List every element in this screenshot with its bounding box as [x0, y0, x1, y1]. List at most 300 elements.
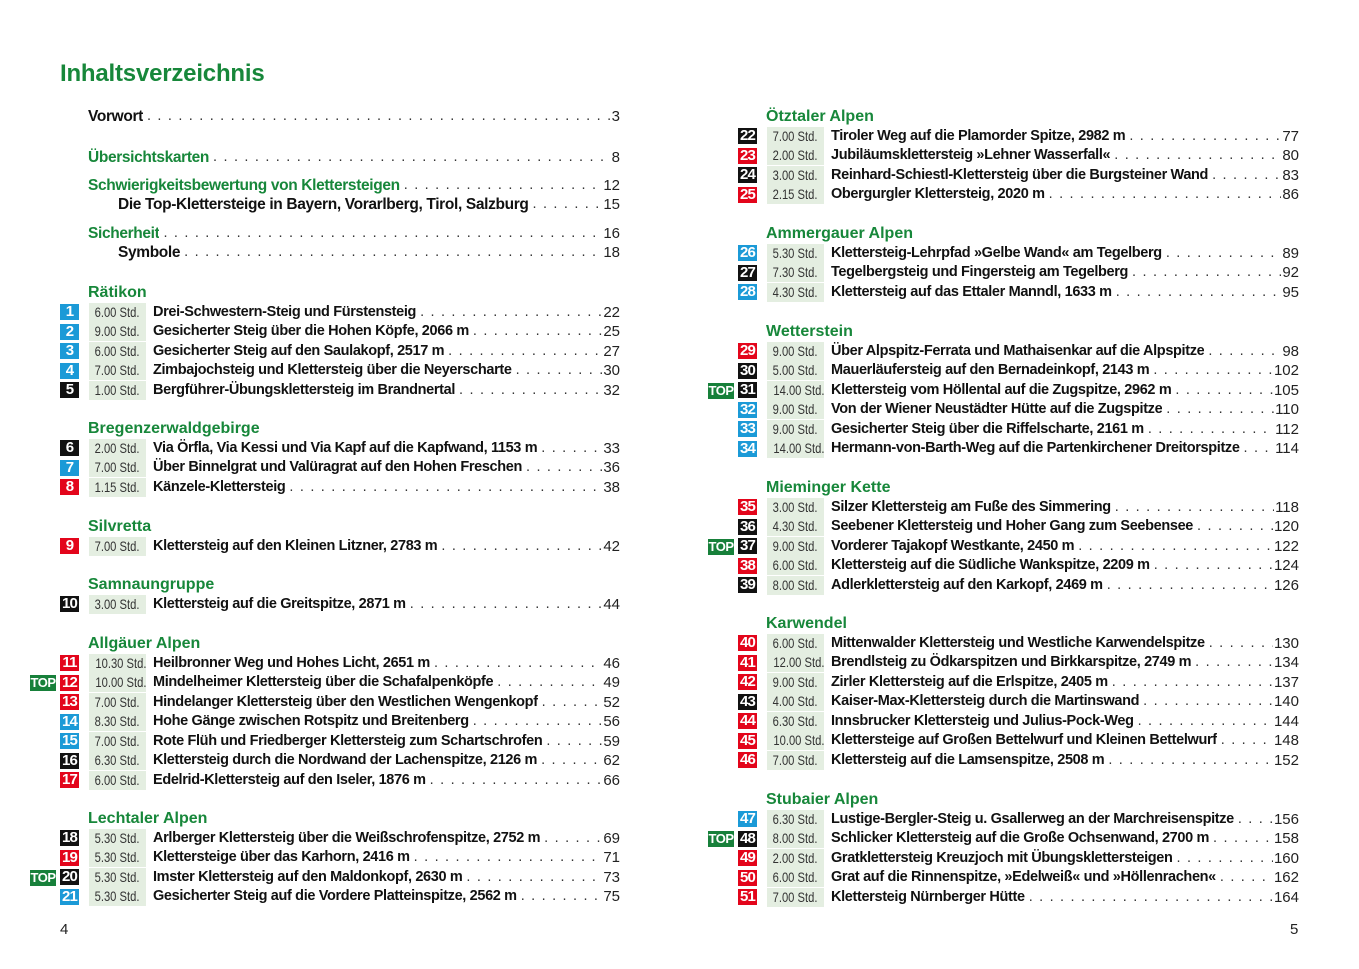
top-badge: TOP	[708, 831, 734, 846]
top-badge: TOP	[708, 382, 734, 398]
entry-title[interactable]: Gratklettersteig Kreuzjoch mit Übungsklettersteigen	[831, 849, 1173, 866]
duration-box	[767, 537, 824, 556]
page-number: 77	[1282, 127, 1299, 145]
dot-leader	[1209, 829, 1273, 849]
duration-box	[767, 556, 824, 575]
toc-entry[interactable]	[60, 751, 620, 771]
entry-title[interactable]: Gesicherter Steig auf die Vordere Platteinspitze, 2562 m	[153, 888, 517, 904]
page-number: 49	[603, 674, 620, 691]
section-heading: Silvretta	[88, 518, 152, 535]
duration-box	[767, 849, 824, 868]
page-number: 118	[1275, 498, 1299, 516]
entry-title[interactable]: Grat auf die Rinnenspitze, »Edelweiß« und »Höllenrachen«	[831, 869, 1216, 885]
duration-box	[89, 322, 146, 341]
toc-entry[interactable]	[60, 771, 620, 791]
entry-title[interactable]: Vorwort	[88, 108, 143, 125]
entry-title[interactable]: Gesicherter Steig über die Riffelscharte, 2161 m	[831, 420, 1144, 437]
page-number: 18	[603, 244, 620, 261]
dot-leader	[430, 654, 602, 674]
entry-title[interactable]: Zirler Klettersteig auf die Erlspitze, 2405 m	[831, 673, 1108, 690]
route-number-badge: 7	[60, 460, 79, 476]
page-number: 120	[1273, 518, 1299, 535]
toc-entry[interactable]	[60, 654, 620, 674]
route-number-badge: 19	[61, 848, 78, 866]
page-number: 71	[603, 849, 620, 866]
route-number-badge: 3	[60, 343, 79, 359]
page-number: 102	[1273, 362, 1299, 379]
page-number: 75	[603, 888, 620, 905]
toc-entry[interactable]	[60, 732, 620, 752]
route-number-badge: 21	[61, 887, 78, 905]
toc-section	[60, 575, 620, 614]
dot-leader	[1104, 751, 1273, 771]
duration-text: 8.30 Std.	[95, 713, 140, 730]
toc-entry[interactable]	[738, 283, 1299, 303]
entry-title[interactable]: Gesicherter Steig über die Hohen Köpfe, 2066 m	[153, 323, 469, 339]
toc-entry[interactable]	[738, 751, 1299, 771]
page-number: 69	[603, 829, 620, 847]
dot-leader	[400, 176, 603, 196]
dot-leader	[542, 732, 602, 752]
entry-title[interactable]: Klettersteige auf Großen Bettelwurf und Kleinen Bettelwurf	[831, 732, 1217, 748]
entry-title[interactable]: Übersichtskarten	[88, 149, 210, 166]
dot-leader	[1216, 868, 1273, 888]
duration-text: 7.00 Std.	[95, 693, 140, 710]
duration-text: 6.30 Std.	[773, 810, 818, 827]
entry-title[interactable]: Zimbajochsteig und Klettersteig über die Neyerscharte	[153, 362, 512, 378]
duration-text: 6.00 Std.	[773, 557, 818, 574]
duration-text: 3.00 Std.	[773, 166, 818, 183]
route-number-badge: 16	[61, 751, 78, 769]
dot-leader	[1149, 361, 1273, 381]
route-number-badge: 33	[739, 420, 756, 438]
entry-title[interactable]: Klettersteig-Lehrpfad »Gelbe Wand« am Tegelberg	[831, 244, 1162, 261]
toc-entry[interactable]	[738, 849, 1299, 869]
duration-text: 10.00 Std.	[95, 674, 147, 691]
duration-box	[89, 303, 146, 322]
top-badge: TOP	[708, 538, 734, 554]
toc-entry[interactable]	[738, 146, 1299, 166]
toc-entry[interactable]	[738, 712, 1299, 732]
duration-text: 6.30 Std.	[773, 712, 818, 729]
route-number-badge: 2	[60, 324, 79, 340]
duration-text: 6.00 Std.	[773, 869, 818, 886]
toc-section	[738, 614, 1299, 770]
page-number: 158	[1273, 830, 1299, 847]
duration-text: 9.00 Std.	[773, 537, 818, 554]
toc-entry[interactable]	[60, 595, 620, 615]
route-number-badge: 40	[739, 634, 756, 652]
entry-title[interactable]: Klettersteig Nürnberger Hütte	[831, 888, 1025, 905]
toc-entry[interactable]	[60, 342, 620, 362]
duration-box	[767, 634, 824, 653]
toc-entry[interactable]	[60, 322, 620, 342]
dot-leader	[538, 693, 603, 713]
toc-entry[interactable]	[738, 810, 1299, 830]
toc-entry[interactable]	[738, 263, 1299, 283]
page-number: 12	[603, 177, 620, 194]
section-heading: Ammergauer Alpen	[766, 225, 913, 242]
section-heading: Lechtaler Alpen	[88, 810, 208, 827]
route-number-badge: 32	[739, 400, 756, 418]
toc-entry[interactable]	[60, 537, 620, 557]
entry-title[interactable]: Klettersteige über das Karhorn, 2416 m	[153, 849, 410, 865]
route-number-badge: 35	[739, 498, 756, 516]
duration-box	[767, 751, 824, 770]
section-heading: Mieminger Kette	[766, 479, 891, 496]
route-number-badge: 9	[60, 538, 79, 554]
dot-leader	[1208, 166, 1281, 186]
dot-leader	[1045, 185, 1282, 205]
duration-text: 4.30 Std.	[773, 283, 818, 300]
duration-text: 6.30 Std.	[95, 752, 140, 769]
entry-title[interactable]: Drei-Schwestern-Steig und Fürstensteig	[153, 303, 417, 320]
entry-title[interactable]: Symbole	[118, 244, 181, 261]
entry-title[interactable]: Sicherheit	[88, 225, 160, 242]
toc-entry[interactable]	[738, 361, 1299, 381]
route-number-badge: 18	[61, 829, 78, 847]
route-number-badge: 8	[60, 479, 79, 495]
toc-section	[708, 478, 1299, 595]
duration-box	[89, 537, 146, 556]
route-number-badge: 50	[739, 868, 756, 886]
dot-leader	[1205, 634, 1273, 654]
toc-entry[interactable]	[738, 244, 1299, 264]
entry-title[interactable]: Kaiser-Max-Klettersteig durch die Martinswand	[831, 693, 1140, 709]
duration-text: 5.30 Std.	[95, 868, 140, 885]
dot-leader	[1134, 712, 1273, 732]
route-number-badge: 43	[739, 692, 756, 710]
toc-entry[interactable]	[708, 381, 1299, 401]
page-number: 134	[1273, 654, 1299, 671]
entry-title[interactable]: Mauerläufersteig auf den Bernadeinkopf, 2143 m	[831, 362, 1150, 378]
entry-title[interactable]: Bergführer-Übungsklettersteig im Brandnertal	[153, 381, 456, 398]
toc-entry[interactable]	[738, 673, 1299, 693]
dot-leader	[1110, 146, 1281, 166]
page-number: 15	[603, 196, 620, 213]
dot-leader	[1139, 692, 1273, 712]
toc-entry[interactable]	[88, 107, 620, 127]
entry-title[interactable]: Heilbronner Weg und Hohes Licht, 2651 m	[153, 654, 430, 671]
page-number: 33	[603, 439, 620, 457]
entry-title[interactable]: Silzer Klettersteig am Fuße des Simmering	[831, 498, 1111, 515]
route-number-badge: 11	[60, 655, 79, 671]
section-heading: Rätikon	[88, 284, 147, 301]
toc-entry[interactable]	[60, 478, 620, 498]
duration-text: 9.00 Std.	[773, 401, 818, 418]
page-number-right: 5	[1290, 921, 1299, 938]
page-title: Inhaltsverzeichnis	[60, 60, 265, 87]
entry-title[interactable]: Mittenwalder Klettersteig und Westliche Karwendelspitze	[831, 634, 1205, 651]
page-number: 8	[611, 149, 620, 166]
page-number: 27	[603, 342, 620, 360]
entry-title[interactable]: Schlicker Klettersteig auf die Große Ochsenwand, 2700 m	[831, 830, 1210, 846]
entry-title[interactable]: Tegelbergsteig und Fingersteig am Tegelberg	[831, 264, 1129, 280]
toc-section	[60, 517, 620, 556]
dot-leader	[1074, 537, 1273, 557]
entry-title[interactable]: Imster Klettersteig auf den Maldonkopf, 2630 m	[153, 868, 463, 885]
duration-text: 7.00 Std.	[95, 732, 140, 749]
toc-entry[interactable]	[738, 888, 1299, 908]
entry-title[interactable]: Klettersteig auf die Lamsenspitze, 2508 m	[831, 751, 1105, 768]
toc-entry[interactable]	[708, 829, 1299, 849]
route-number-badge: 23	[739, 146, 756, 164]
page-number: 89	[1282, 244, 1299, 262]
section-heading: Samnaungruppe	[88, 576, 215, 593]
duration-box	[767, 692, 824, 711]
page-number: 22	[603, 303, 620, 321]
entry-title[interactable]: Tiroler Weg auf die Plamorder Spitze, 2982 m	[831, 127, 1126, 144]
dot-leader	[512, 361, 603, 381]
dot-leader	[1173, 849, 1273, 869]
toc-entry[interactable]	[738, 342, 1299, 362]
duration-box	[89, 458, 146, 477]
toc-entry[interactable]	[118, 243, 620, 263]
page-number: 73	[603, 868, 620, 886]
entry-title[interactable]: Rote Flüh und Friedberger Klettersteig zum Schartschrofen	[153, 732, 543, 749]
toc-entry[interactable]	[708, 537, 1299, 557]
toc-entry[interactable]	[30, 673, 620, 693]
entry-title[interactable]: Klettersteig durch die Nordwand der Lachenspitze, 2126 m	[153, 752, 538, 768]
duration-text: 5.30 Std.	[95, 849, 140, 866]
entry-title[interactable]: Känzele-Klettersteig	[153, 478, 286, 495]
page-number: 42	[603, 537, 620, 555]
page-number: 66	[603, 771, 620, 789]
dot-leader	[537, 751, 602, 771]
dot-leader	[540, 829, 602, 849]
toc-entry[interactable]	[738, 868, 1299, 888]
toc-entry[interactable]	[738, 692, 1299, 712]
entry-title[interactable]: Lustige-Bergler-Steig u. Gsallerweg an der Marchreisenspitze	[831, 810, 1234, 827]
duration-box	[89, 439, 146, 458]
route-number-badge: 15	[61, 732, 78, 750]
duration-text: 6.00 Std.	[95, 342, 140, 359]
duration-box	[767, 888, 824, 907]
toc-entry[interactable]	[738, 634, 1299, 654]
entry-title[interactable]: Jubiläumsklettersteig »Lehner Wasserfall«	[831, 147, 1111, 163]
top-badge: TOP	[30, 675, 56, 690]
route-number-badge: 24	[739, 166, 756, 184]
dot-leader	[1112, 283, 1282, 303]
entry-title[interactable]: Seebener Klettersteig und Hoher Gang zum Seebensee	[831, 518, 1194, 534]
duration-box	[767, 653, 824, 672]
toc-entry[interactable]	[60, 381, 620, 401]
toc-entry[interactable]	[738, 439, 1299, 459]
toc-entry[interactable]	[738, 731, 1299, 751]
duration-box	[89, 342, 146, 361]
duration-text: 9.00 Std.	[773, 673, 818, 690]
page-number: 95	[1282, 283, 1299, 301]
section-heading: Bregenzerwaldgebirge	[88, 420, 260, 437]
page-number: 38	[603, 478, 620, 496]
entry-title[interactable]: Adlerklettersteig auf den Karkopf, 2469 m	[831, 576, 1103, 593]
toc-entry[interactable]	[738, 576, 1299, 596]
dot-leader	[537, 439, 602, 459]
route-number-badge: 6	[60, 440, 79, 456]
route-number-badge: 46	[739, 751, 756, 769]
duration-text: 5.30 Std.	[95, 888, 140, 905]
duration-text: 5.30 Std.	[773, 244, 818, 261]
toc-entry[interactable]	[738, 420, 1299, 440]
dot-leader	[529, 195, 603, 215]
duration-text: 3.00 Std.	[95, 595, 140, 612]
entry-title[interactable]: Klettersteig auf die Greitspitze, 2871 m	[153, 595, 406, 612]
duration-box	[89, 887, 146, 906]
duration-box	[767, 868, 824, 887]
dot-leader	[1234, 810, 1273, 830]
duration-box	[89, 361, 146, 380]
page-number: 112	[1275, 420, 1299, 438]
duration-text: 3.00 Std.	[773, 498, 818, 515]
toc-section	[738, 224, 1299, 302]
duration-box	[767, 342, 824, 361]
toc-entry[interactable]	[60, 712, 620, 732]
toc-entry[interactable]	[60, 829, 620, 849]
toc-entry[interactable]	[30, 868, 620, 888]
dot-leader	[1162, 244, 1281, 264]
duration-box	[89, 868, 146, 887]
toc-entry[interactable]	[60, 848, 620, 868]
entry-title[interactable]: Klettersteig auf das Ettaler Manndl, 1633 m	[831, 283, 1112, 300]
toc-entry[interactable]	[738, 653, 1299, 673]
dot-leader	[1025, 888, 1273, 908]
dot-leader	[1111, 498, 1274, 518]
duration-box	[767, 731, 824, 750]
dot-leader	[1171, 381, 1273, 401]
route-number-badge: 13	[61, 693, 78, 711]
page-number: 148	[1273, 732, 1299, 749]
entry-title[interactable]: Über Alpspitz-Ferrata und Mathaisenkar auf die Alpspitze	[831, 342, 1205, 359]
duration-text: 7.00 Std.	[95, 537, 140, 554]
page-number: 105	[1273, 381, 1299, 399]
entry-title[interactable]: Reinhard-Schiestl-Klettersteig über die Burgsteiner Wand	[831, 166, 1209, 183]
route-number-badge: 51	[739, 888, 756, 906]
dot-leader	[406, 595, 603, 615]
entry-title[interactable]: Gesicherter Steig auf den Saulakopf, 2517 m	[153, 342, 445, 359]
toc-entry[interactable]	[60, 887, 620, 907]
section-heading: Karwendel	[766, 615, 847, 632]
route-number-badge: 41	[739, 653, 756, 671]
page-number: 16	[603, 225, 620, 242]
dot-leader	[469, 712, 603, 732]
route-number-badge: 45	[739, 731, 756, 749]
page-number: 62	[603, 752, 620, 769]
dot-leader	[285, 478, 602, 498]
dot-leader	[416, 303, 602, 323]
toc-entry[interactable]	[88, 148, 620, 168]
toc-entry[interactable]	[738, 556, 1299, 576]
route-number-badge: 17	[61, 771, 78, 789]
duration-box	[767, 673, 824, 692]
duration-text: 5.00 Std.	[773, 362, 818, 379]
entry-title[interactable]: Brendlsteig zu Ödkarspitzen und Birkkarspitze, 2749 m	[831, 654, 1192, 670]
page-number: 164	[1273, 888, 1299, 906]
duration-box	[767, 127, 824, 146]
toc-entry[interactable]	[60, 458, 620, 478]
toc-entry[interactable]	[88, 224, 620, 244]
dot-leader	[469, 322, 602, 342]
entry-title[interactable]: Hermann-von-Barth-Weg auf die Partenkirchener Dreitorspitze	[831, 440, 1240, 456]
dot-leader	[1103, 576, 1273, 596]
entry-title[interactable]: Hindelanger Klettersteig über den Westlichen Wengenkopf	[153, 693, 538, 710]
page-number: 126	[1273, 576, 1299, 594]
route-number-badge: 22	[739, 127, 756, 145]
entry-title[interactable]: Schwierigkeitsbewertung von Klettersteigen	[88, 177, 400, 194]
route-number-badge: 10	[61, 595, 78, 613]
duration-text: 7.00 Std.	[773, 751, 818, 768]
duration-box	[767, 576, 824, 595]
entry-title[interactable]: Über Binnelgrat und Valüragrat auf den Hohen Freschen	[153, 459, 522, 475]
route-number-badge: 49	[739, 849, 756, 867]
route-number-badge: 12	[61, 673, 78, 691]
page-number: 80	[1282, 147, 1299, 164]
entry-title[interactable]: Arlberger Klettersteig über die Weißschrofenspitze, 2752 m	[153, 829, 541, 846]
toc-entry[interactable]	[118, 195, 620, 215]
entry-title[interactable]: Klettersteig auf den Kleinen Litzner, 2783 m	[153, 537, 438, 554]
route-number-badge: 26	[739, 244, 756, 262]
duration-box	[767, 361, 824, 380]
toc-entry[interactable]	[738, 400, 1299, 420]
duration-text: 12.00 Std.	[773, 654, 825, 671]
toc-entry[interactable]	[738, 127, 1299, 147]
route-number-badge: 42	[739, 673, 756, 691]
duration-text: 9.00 Std.	[95, 323, 140, 340]
page-number: 114	[1275, 440, 1299, 457]
route-number-badge: 37	[739, 537, 756, 555]
page-number: 160	[1273, 849, 1299, 867]
dot-leader	[1204, 342, 1281, 362]
entry-title[interactable]: Von der Wiener Neustädter Hütte auf die Zugspitze	[831, 401, 1163, 417]
duration-text: 8.00 Std.	[773, 830, 818, 847]
duration-text: 6.00 Std.	[773, 634, 818, 651]
page-number: 152	[1273, 751, 1299, 769]
entry-title[interactable]: Mindelheimer Klettersteig über die Schafalpenköpfe	[153, 674, 494, 690]
toc-entry[interactable]	[738, 498, 1299, 518]
toc-entry[interactable]	[88, 176, 620, 196]
entry-title[interactable]: Klettersteig vom Höllental auf die Zugspitze, 2962 m	[831, 381, 1172, 398]
page-number: 25	[603, 323, 620, 340]
toc-entry[interactable]	[60, 303, 620, 323]
route-number-badge: 20	[61, 868, 78, 886]
toc-entry[interactable]	[60, 361, 620, 381]
entry-title[interactable]: Vorderer Tajakopf Westkante, 2450 m	[831, 537, 1075, 554]
page-number: 98	[1282, 342, 1299, 360]
dot-leader	[209, 148, 611, 168]
dot-leader	[1128, 263, 1281, 283]
dot-leader	[1193, 517, 1273, 537]
duration-text: 7.00 Std.	[773, 888, 818, 905]
duration-box	[767, 712, 824, 731]
entry-title[interactable]: Innsbrucker Klettersteig und Julius-Pock-Weg	[831, 712, 1134, 729]
duration-box	[89, 595, 146, 614]
toc-entry[interactable]	[738, 185, 1299, 205]
entry-title[interactable]: Obergurgler Klettersteig, 2020 m	[831, 186, 1045, 202]
toc-entry[interactable]	[60, 439, 620, 459]
duration-box	[89, 654, 146, 673]
route-number-badge: 30	[739, 361, 756, 379]
duration-box	[89, 732, 146, 751]
toc-entry[interactable]	[60, 693, 620, 713]
entry-title[interactable]: Hohe Gänge zwischen Rotspitz und Breitenberg	[153, 713, 469, 729]
entry-title[interactable]: Klettersteig auf die Südliche Wankspitze, 2209 m	[831, 557, 1150, 573]
toc-entry[interactable]	[738, 517, 1299, 537]
toc-entry[interactable]	[738, 166, 1299, 186]
route-number-badge: 44	[739, 712, 756, 730]
entry-title[interactable]: Via Örfla, Via Kessi und Via Kapf auf die Kapfwand, 1153 m	[153, 439, 538, 456]
page-number: 137	[1273, 673, 1299, 691]
entry-title[interactable]: Edelrid-Klettersteig auf den Iseler, 1876 m	[153, 771, 426, 788]
entry-title[interactable]: Die Top-Klettersteige in Bayern, Vorarlberg, Tirol, Salzburg	[118, 196, 529, 213]
